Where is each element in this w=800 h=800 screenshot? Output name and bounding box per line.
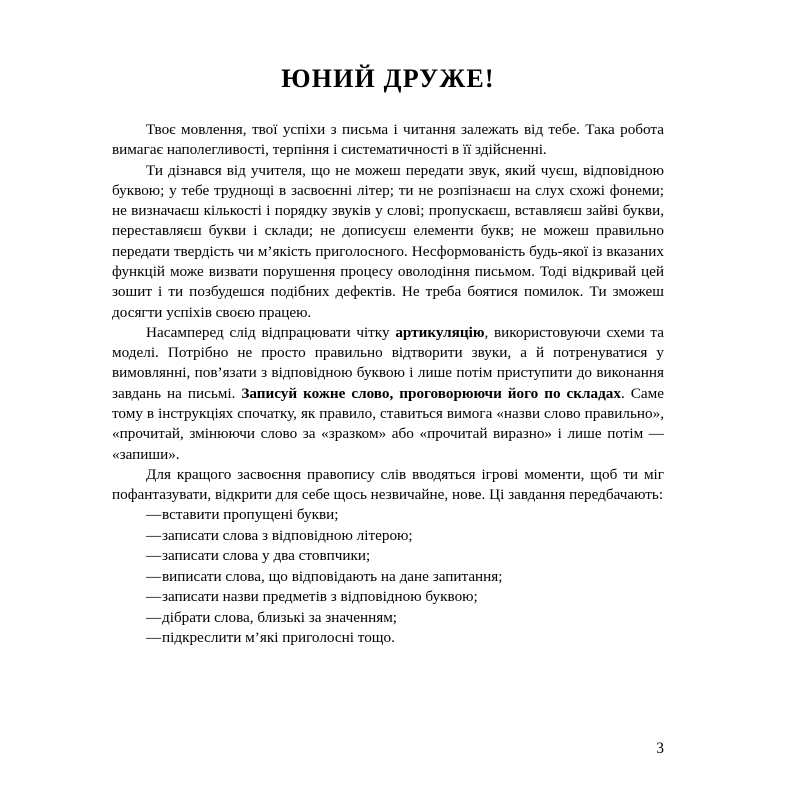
paragraph-3-part-1: Насамперед слід відпрацювати чітку: [146, 323, 396, 341]
list-item: [112, 628, 664, 648]
dash-marker: —: [146, 608, 162, 626]
paragraph-1: Твоє мовлення, твої успіхи з письма і читання залежать від тебе. Така робота вимагає наполегливості, терпіння і систематичності в її здійсненні.: [112, 121, 664, 159]
list-item-label: підкреслити м’які приголосні тощо.: [162, 628, 395, 646]
list-item: [112, 608, 664, 628]
paragraph-3-bold-write-word: Записуй кожне слово, проговорюючи його по складах: [241, 384, 621, 402]
dash-marker: —: [146, 567, 162, 585]
list-item-label: виписати слова, що відповідають на дане запитання;: [162, 567, 503, 585]
list-item: [112, 587, 664, 607]
paragraph-4: Для кращого засвоєння правопису слів вводяться ігрові моменти, щоб ти міг пофантазувати, відкрити для себе щось незвичайне, нове. Ці завдання передбачають:: [112, 465, 664, 504]
dash-marker: —: [146, 588, 162, 606]
list-item: [112, 546, 664, 566]
paragraph-3-part-3: . Саме тому в інструкціях спочатку, як правило, ставиться вимога «назви слово правильно», «прочитай, змінюючи слово за «зразком» або «прочитай виразно» і лише потім — «запиши».: [112, 384, 664, 463]
list-item-label: записати слова у два стовпчики;: [162, 547, 371, 565]
list-item-label: записати назви предметів з відповідною буквою;: [162, 588, 478, 606]
page-title: ЮНИЙ ДРУЖЕ!: [281, 64, 495, 93]
list-item-label: дібрати слова, близькі за значенням;: [162, 608, 398, 626]
page-number: 3: [656, 740, 664, 757]
dash-marker: —: [146, 547, 162, 565]
list-item: [112, 567, 664, 587]
body-text: [112, 120, 664, 648]
dash-marker: —: [146, 628, 162, 646]
task-list: [112, 505, 664, 648]
paragraph-3: [112, 323, 664, 465]
list-item: [112, 526, 664, 546]
paragraph-3-part-2: , використовуючи схеми та моделі. Потрібно не просто правильно відтворити звуки, а й потренуватися у вимовлянні, пов’язати з відповідною буквою і лише потім приступити до виконання завдань на письмі.: [112, 323, 665, 402]
paragraph-2: Ти дізнався від учителя, що не можеш передати звук, який чуєш, відповідною буквою; у тебе труднощі в засвоєнні літер; ти не розпізнаєш на слух схожі фонеми; не визначаєш кількості і порядку звуків у слові; пропускаєш, вставляєш зайві букви, переставляєш букви і склади; не дописуєш елементи букв; не можеш правильно передати твердість чи м’якість приголосного. Несформованість будь-якої із вказаних функцій може визвати порушення процесу оволодіння письмом. Тоді відкривай цей зошит і ти позбудешся подібних дефектів. Не треба боятися помилок. Ти зможеш досягти успіхів своєю працею.: [112, 161, 664, 321]
dash-marker: —: [146, 526, 162, 544]
list-item-label: вставити пропущені букви;: [162, 506, 339, 524]
list-item: [112, 505, 664, 525]
dash-marker: —: [146, 506, 162, 524]
list-item-label: записати слова з відповідною літерою;: [162, 526, 413, 544]
paragraph-3-bold-articulation: артикуляцію: [395, 323, 485, 341]
